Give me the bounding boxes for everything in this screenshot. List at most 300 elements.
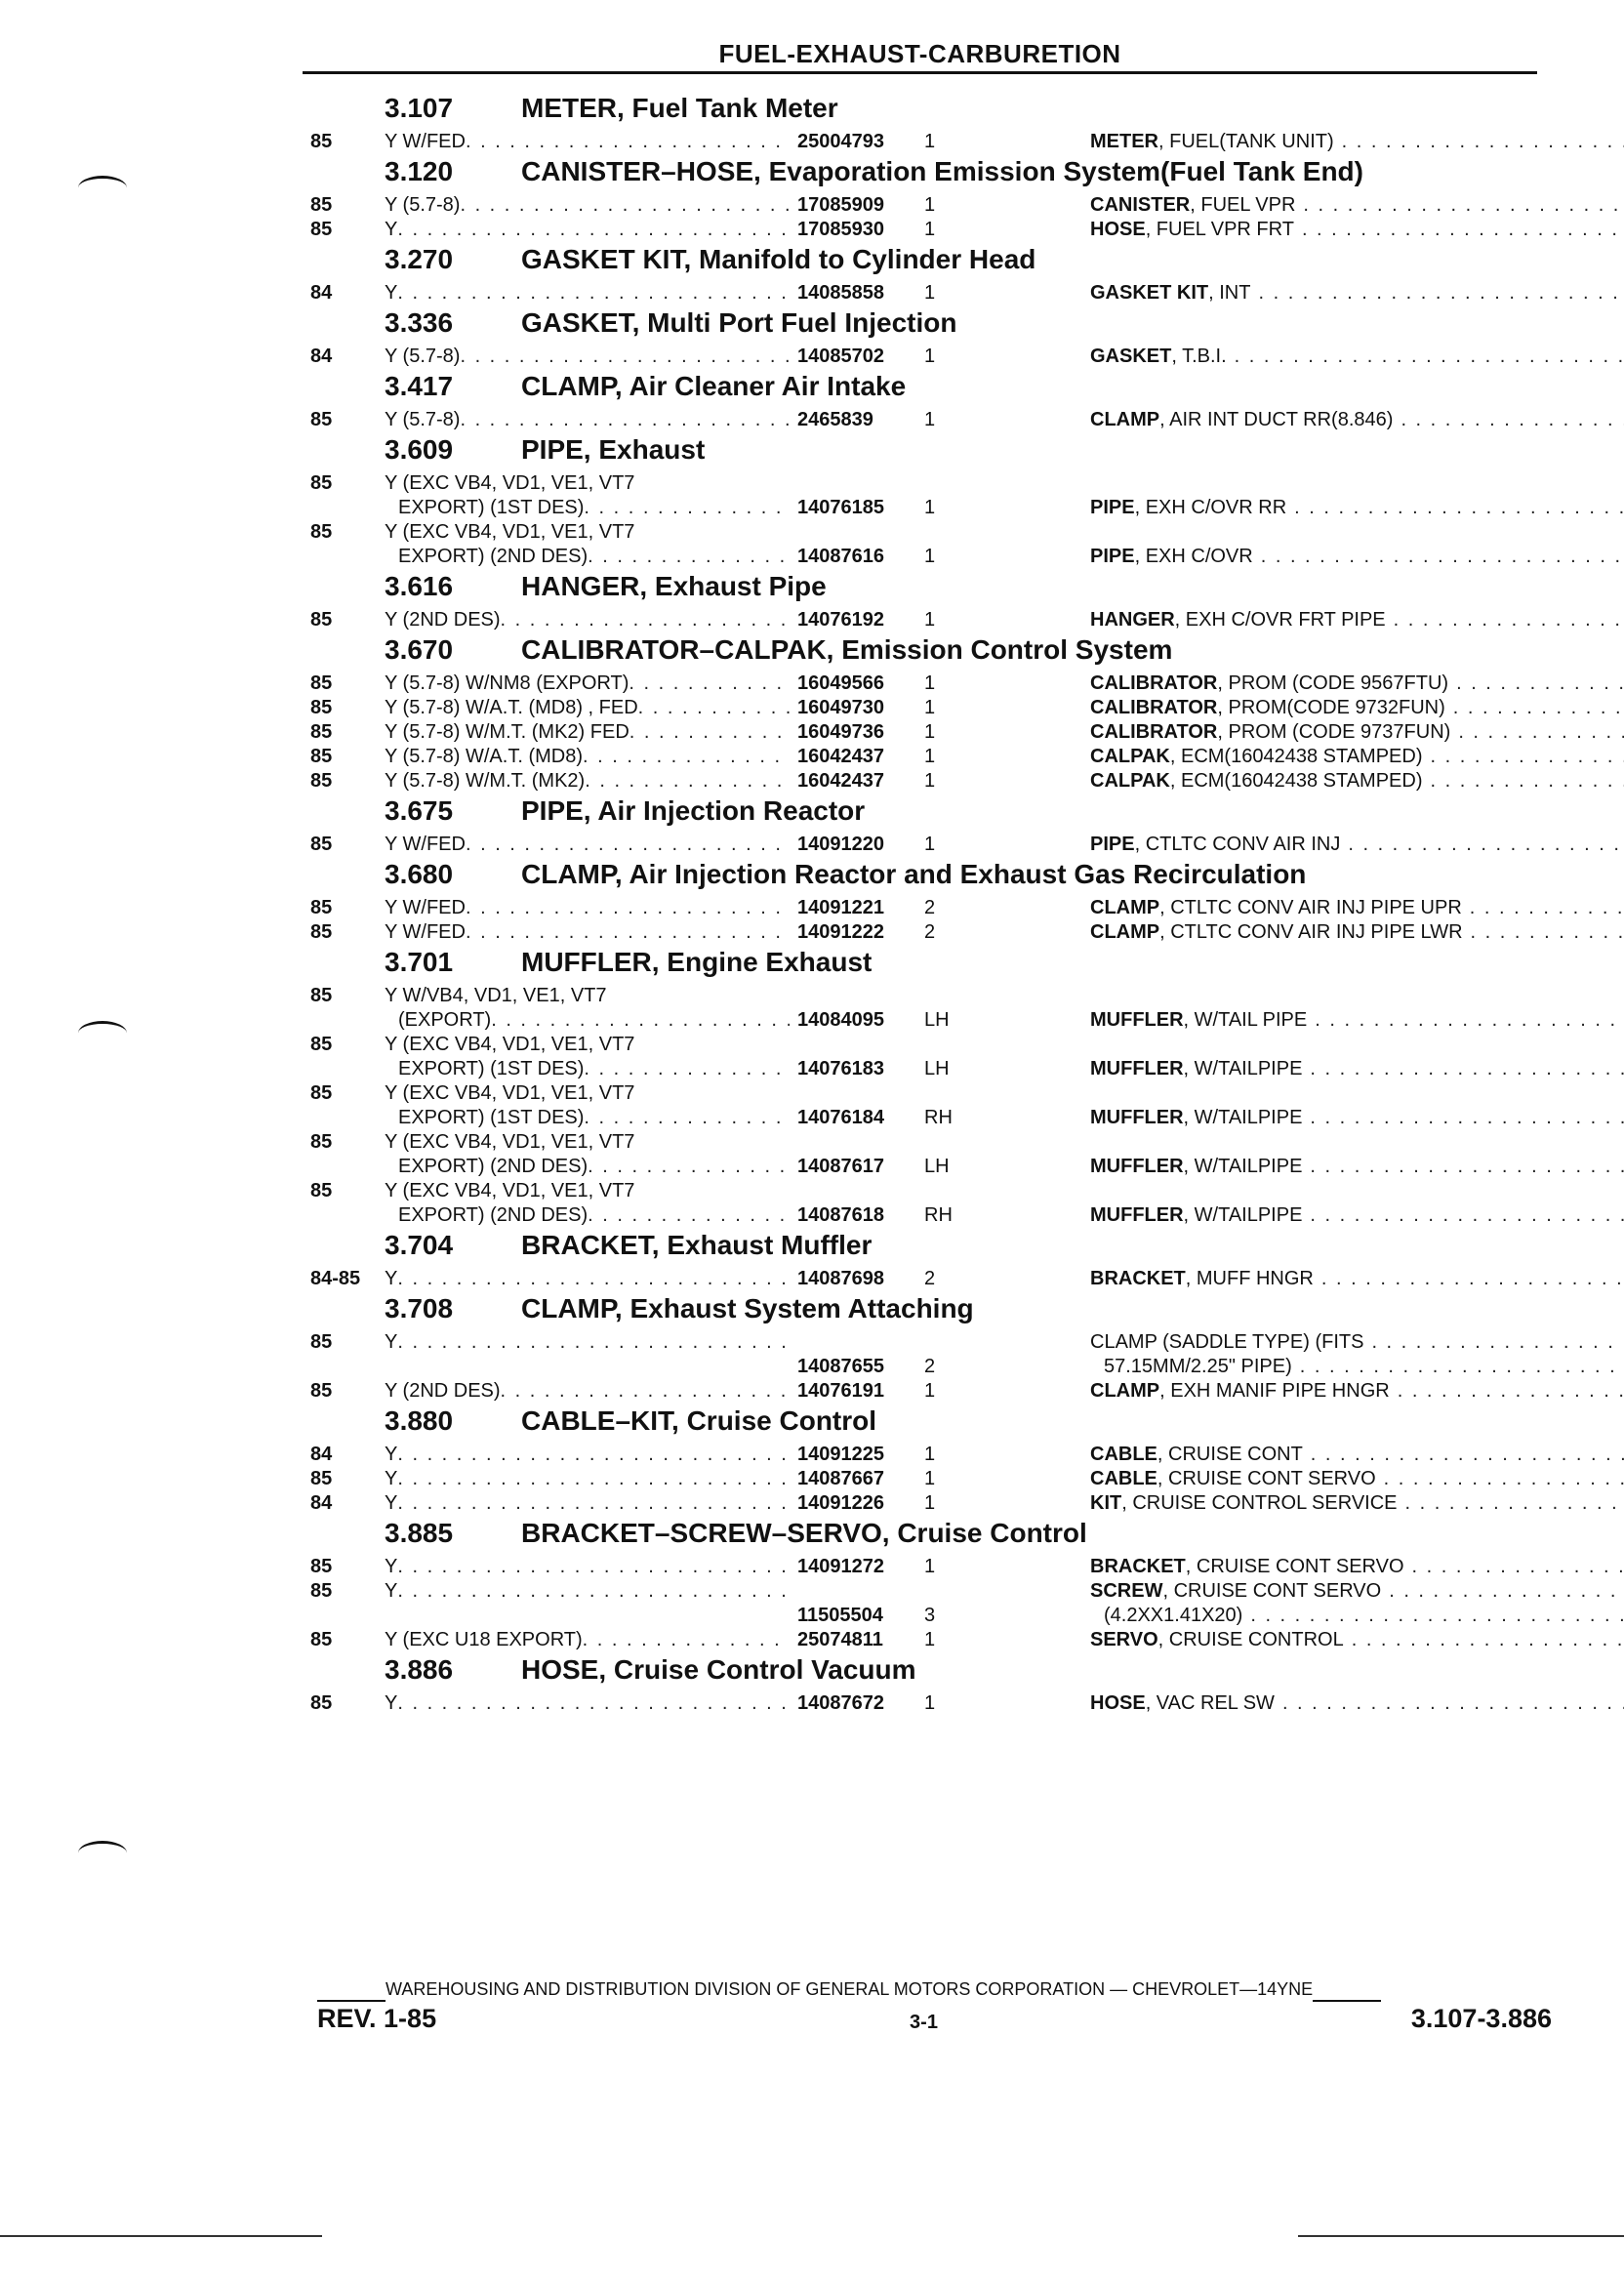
leader-dots <box>1448 672 1624 696</box>
part-row <box>310 471 1542 520</box>
part-description: HOSE, VAC REL SW <box>1090 1692 1275 1714</box>
part-row <box>310 193 1542 218</box>
section-heading <box>310 307 1542 345</box>
footer-division: WAREHOUSING AND DISTRIBUTION DIVISION OF GENERAL MOTORS CORPORATION — CHEVROLET—14YNE <box>386 1979 1314 1999</box>
part-description: CLAMP, EXH MANIF PIPE HNGR <box>1090 1380 1390 1402</box>
part-row <box>310 1467 1542 1491</box>
leader-dots <box>1422 745 1624 769</box>
section-title: HOSE, Cruise Control Vacuum <box>521 1654 916 1685</box>
part-description: KIT, CRUISE CONTROL SERVICE <box>1090 1492 1398 1514</box>
model-usage: Y (EXC VB4, VD1, VE1, VT7 <box>385 1034 635 1055</box>
quantity: 1 <box>924 194 936 216</box>
model-usage: Y <box>385 1444 398 1465</box>
section-heading <box>310 434 1542 471</box>
part-row <box>310 696 1542 720</box>
part-row <box>310 1330 1542 1379</box>
part-row <box>310 720 1542 745</box>
part-row <box>310 672 1542 696</box>
leader-dots <box>466 896 790 920</box>
model-year: 85 <box>310 921 333 943</box>
quantity: 1 <box>924 409 936 430</box>
margin-mark <box>78 1841 127 1865</box>
leader-dots <box>1422 769 1624 794</box>
section-range: 3.107-3.886 <box>1410 2004 1552 2033</box>
model-usage: Y (5.7-8) W/NM8 (EXPORT) <box>385 672 629 694</box>
leader-dots <box>397 281 790 305</box>
leader-dots <box>460 345 790 369</box>
part-number: 17085909 <box>797 194 884 216</box>
model-year: 85 <box>310 1629 333 1650</box>
leader-dots <box>1398 1491 1624 1516</box>
section-heading <box>310 93 1542 130</box>
model-usage: Y W/VB4, VD1, VE1, VT7 <box>385 985 607 1006</box>
catalog-section <box>310 1518 1542 1654</box>
catalog-section <box>310 1405 1542 1518</box>
leader-dots <box>1381 1579 1624 1604</box>
leader-dots <box>460 408 790 432</box>
quantity: 1 <box>924 721 936 743</box>
section-number: 3.417 <box>385 371 454 401</box>
leader-dots <box>397 1443 790 1467</box>
leader-dots <box>1376 1467 1624 1491</box>
part-number: 25004793 <box>797 131 884 152</box>
part-description: HOSE, FUEL VPR FRT <box>1090 219 1294 240</box>
quantity: 1 <box>924 1492 936 1514</box>
part-description: GASKET KIT, INT <box>1090 282 1251 304</box>
model-year: 85 <box>310 1131 333 1153</box>
part-number: 16042437 <box>797 770 884 792</box>
model-usage: EXPORT) (2ND DES) <box>398 1204 589 1226</box>
part-row <box>310 745 1542 769</box>
model-usage: Y <box>385 1468 398 1489</box>
part-number: 11505504 <box>797 1605 883 1626</box>
leader-dots <box>466 833 790 857</box>
section-number: 3.880 <box>385 1405 454 1436</box>
model-year: 85 <box>310 1380 333 1402</box>
model-year: 85 <box>310 1468 333 1489</box>
part-description: MUFFLER, W/TAIL PIPE <box>1090 1009 1308 1031</box>
model-usage: Y (EXC U18 EXPORT) <box>385 1629 583 1650</box>
leader-dots <box>1462 896 1624 920</box>
quantity: 1 <box>924 609 936 631</box>
section-heading <box>310 1293 1542 1330</box>
part-row <box>310 218 1542 242</box>
part-number: 17085930 <box>797 219 884 240</box>
model-year: 84 <box>310 282 333 304</box>
quantity: 1 <box>924 131 936 152</box>
section-title: PIPE, Air Injection Reactor <box>521 795 866 826</box>
model-usage: Y (EXC VB4, VD1, VE1, VT7 <box>385 1180 635 1201</box>
model-usage: Y (5.7-8) <box>385 194 461 216</box>
part-description: CALPAK, ECM(16042438 STAMPED) <box>1090 770 1423 792</box>
quantity: 1 <box>924 672 936 694</box>
scan-edge-line <box>0 2235 322 2237</box>
scan-edge-line <box>1298 2235 1624 2237</box>
section-heading <box>310 634 1542 672</box>
part-row <box>310 281 1542 305</box>
model-year: 85 <box>310 721 333 743</box>
model-year: 85 <box>310 834 333 855</box>
model-usage: Y <box>385 282 398 304</box>
model-year: 84 <box>310 1492 333 1514</box>
leader-dots <box>1292 1355 1624 1379</box>
model-year: 85 <box>310 1556 333 1577</box>
leader-dots <box>1450 720 1624 745</box>
model-usage: Y (5.7-8) W/M.T. (MK2) FED <box>385 721 629 743</box>
leader-dots <box>501 1379 790 1404</box>
part-row <box>310 1443 1542 1467</box>
model-year: 84 <box>310 1444 333 1465</box>
quantity: 1 <box>924 1380 936 1402</box>
model-usage: Y <box>385 1580 398 1602</box>
part-number: 14076191 <box>797 1380 884 1402</box>
parts-catalog <box>310 93 1542 1718</box>
model-year: 85 <box>310 472 333 494</box>
part-description: MUFFLER, W/TAILPIPE <box>1090 1204 1303 1226</box>
leader-dots <box>397 1467 790 1491</box>
model-year: 85 <box>310 985 333 1006</box>
part-number: 2465839 <box>797 409 873 430</box>
part-description: CLAMP, CTLTC CONV AIR INJ PIPE LWR <box>1090 921 1463 943</box>
model-year: 85 <box>310 1082 333 1104</box>
model-usage: Y <box>385 1692 398 1714</box>
leader-dots <box>1275 1691 1624 1716</box>
model-usage: Y (2ND DES) <box>385 609 501 631</box>
section-number: 3.701 <box>385 947 454 977</box>
section-heading <box>310 1230 1542 1267</box>
section-title: MUFFLER, Engine Exhaust <box>521 947 873 977</box>
catalog-section <box>310 244 1542 307</box>
model-year: 85 <box>310 770 333 792</box>
part-number: 14087672 <box>797 1692 884 1714</box>
model-usage: Y (EXC VB4, VD1, VE1, VT7 <box>385 472 635 494</box>
part-description: SCREW, CRUISE CONT SERVO <box>1090 1580 1382 1602</box>
model-usage: Y (5.7-8) W/A.T. (MD8) <box>385 746 583 767</box>
section-title: GASKET, Multi Port Fuel Injection <box>521 307 957 338</box>
leader-dots <box>638 696 790 720</box>
section-number: 3.107 <box>385 93 454 123</box>
model-year: 84-85 <box>310 1268 361 1289</box>
model-year: 85 <box>310 194 333 216</box>
part-row <box>310 1691 1542 1716</box>
model-usage: Y (5.7-8) <box>385 346 461 367</box>
part-description: BRACKET, MUFF HNGR <box>1090 1268 1314 1289</box>
leader-dots <box>1314 1267 1624 1291</box>
leader-dots <box>1463 920 1624 945</box>
quantity: 2 <box>924 897 936 918</box>
quantity: 1 <box>924 497 936 518</box>
part-number: 14091225 <box>797 1444 884 1465</box>
model-usage: EXPORT) (1ST DES) <box>398 497 585 518</box>
leader-dots <box>1390 1379 1624 1404</box>
section-number: 3.336 <box>385 307 454 338</box>
part-row <box>310 130 1542 154</box>
part-description: CABLE, CRUISE CONT SERVO <box>1090 1468 1376 1489</box>
quantity: 2 <box>924 921 936 943</box>
leader-dots <box>397 1579 790 1604</box>
model-year: 85 <box>310 672 333 694</box>
part-row <box>310 345 1542 369</box>
part-description: CABLE, CRUISE CONT <box>1090 1444 1303 1465</box>
leader-dots <box>584 496 790 520</box>
leader-dots <box>397 1691 790 1716</box>
part-number: 14085858 <box>797 282 884 304</box>
quantity: RH <box>924 1107 953 1128</box>
catalog-section <box>310 947 1542 1230</box>
part-number: 14087698 <box>797 1268 884 1289</box>
part-description: PIPE, EXH C/OVR RR <box>1090 497 1287 518</box>
section-heading <box>310 1405 1542 1443</box>
catalog-section <box>310 1293 1542 1405</box>
quantity: 1 <box>924 219 936 240</box>
model-usage: Y <box>385 1556 398 1577</box>
section-number: 3.708 <box>385 1293 454 1323</box>
model-year: 85 <box>310 131 333 152</box>
leader-dots <box>397 1555 790 1579</box>
part-row <box>310 1081 1542 1130</box>
quantity: 1 <box>924 1629 936 1650</box>
part-description: GASKET, T.B.I. <box>1090 346 1227 367</box>
model-usage: Y (EXC VB4, VD1, VE1, VT7 <box>385 1131 635 1153</box>
part-number: 14091220 <box>797 834 884 855</box>
model-year: 85 <box>310 1580 333 1602</box>
leader-dots <box>1334 130 1624 154</box>
quantity: 1 <box>924 546 936 567</box>
section-number: 3.675 <box>385 795 454 826</box>
part-row <box>310 833 1542 857</box>
page-header: FUEL-EXHAUST-CARBURETION <box>303 39 1537 74</box>
section-heading <box>310 859 1542 896</box>
part-row <box>310 896 1542 920</box>
model-year: 85 <box>310 521 333 543</box>
model-usage: EXPORT) (1ST DES) <box>398 1058 585 1079</box>
catalog-section <box>310 371 1542 434</box>
margin-mark <box>78 176 127 200</box>
leader-dots <box>466 920 790 945</box>
part-number: 25074811 <box>797 1629 883 1650</box>
part-description: CALIBRATOR, PROM(CODE 9732FUN) <box>1090 697 1445 718</box>
section-number: 3.609 <box>385 434 454 465</box>
leader-dots <box>629 720 790 745</box>
leader-dots <box>397 1267 790 1291</box>
part-number: 14091226 <box>797 1492 884 1514</box>
quantity: 1 <box>924 746 936 767</box>
part-row <box>310 984 1542 1033</box>
part-description: MUFFLER, W/TAILPIPE <box>1090 1058 1303 1079</box>
part-description: CLAMP, CTLTC CONV AIR INJ PIPE UPR <box>1090 897 1462 918</box>
leader-dots <box>1302 1106 1624 1130</box>
section-number: 3.120 <box>385 156 454 186</box>
leader-dots <box>1295 193 1624 218</box>
leader-dots <box>466 130 790 154</box>
section-heading <box>310 1518 1542 1555</box>
part-row <box>310 408 1542 432</box>
leader-dots <box>1393 408 1624 432</box>
quantity: 1 <box>924 834 936 855</box>
section-heading <box>310 947 1542 984</box>
quantity: 1 <box>924 346 936 367</box>
leader-dots <box>585 769 790 794</box>
leader-dots <box>460 193 790 218</box>
catalog-section <box>310 434 1542 571</box>
quantity: 1 <box>924 770 936 792</box>
model-usage: Y W/FED <box>385 921 466 943</box>
part-description: METER, FUEL(TANK UNIT) <box>1090 131 1334 152</box>
quantity: 1 <box>924 697 936 718</box>
leader-dots <box>1303 1443 1624 1467</box>
catalog-section <box>310 156 1542 244</box>
leader-dots <box>583 1628 790 1652</box>
leader-dots <box>1253 545 1624 569</box>
leader-dots <box>397 1491 790 1516</box>
model-year: 85 <box>310 697 333 718</box>
leader-dots <box>1445 696 1624 720</box>
part-row <box>310 1267 1542 1291</box>
section-title: CLAMP, Air Injection Reactor and Exhaust Gas Recirculation <box>521 859 1307 889</box>
section-title: METER, Fuel Tank Meter <box>521 93 838 123</box>
model-usage: (EXPORT) <box>398 1009 492 1031</box>
part-row <box>310 1579 1542 1628</box>
catalog-section <box>310 571 1542 634</box>
part-description: CALIBRATOR, PROM (CODE 9567FTU) <box>1090 672 1449 694</box>
margin-mark <box>78 1021 127 1045</box>
model-usage: EXPORT) (2ND DES) <box>398 546 589 567</box>
part-row <box>310 1179 1542 1228</box>
model-usage: Y W/FED <box>385 131 466 152</box>
model-usage: EXPORT) (2ND DES) <box>398 1156 589 1177</box>
quantity: RH <box>924 1204 953 1226</box>
model-usage: EXPORT) (1ST DES) <box>398 1107 585 1128</box>
part-number: 14076184 <box>797 1107 884 1128</box>
quantity: LH <box>924 1009 950 1031</box>
part-description: MUFFLER, W/TAILPIPE <box>1090 1156 1303 1177</box>
part-row <box>310 769 1542 794</box>
leader-dots <box>1227 345 1624 369</box>
part-number: 14087616 <box>797 546 884 567</box>
catalog-section <box>310 859 1542 947</box>
model-usage: Y (5.7-8) W/A.T. (MD8) , FED <box>385 697 638 718</box>
model-year: 85 <box>310 1034 333 1055</box>
leader-dots <box>584 1106 790 1130</box>
leader-dots <box>1302 1203 1624 1228</box>
section-title: CLAMP, Air Cleaner Air Intake <box>521 371 907 401</box>
part-row <box>310 520 1542 569</box>
leader-dots <box>583 745 790 769</box>
leader-dots <box>397 218 790 242</box>
part-number: 14087618 <box>797 1204 884 1226</box>
leader-dots <box>588 1203 790 1228</box>
part-number: 16049730 <box>797 697 884 718</box>
leader-dots <box>491 1008 790 1033</box>
catalog-section <box>310 795 1542 859</box>
section-title: BRACKET–SCREW–SERVO, Cruise Control <box>521 1518 1087 1548</box>
quantity: 1 <box>924 1444 936 1465</box>
quantity: 1 <box>924 1556 936 1577</box>
leader-dots <box>501 608 790 632</box>
section-title: CALIBRATOR–CALPAK, Emission Control System <box>521 634 1173 665</box>
section-title: CABLE–KIT, Cruise Control <box>521 1405 877 1436</box>
section-heading <box>310 795 1542 833</box>
leader-dots <box>1302 1155 1624 1179</box>
model-year: 85 <box>310 409 333 430</box>
section-heading <box>310 571 1542 608</box>
part-number: 14085702 <box>797 346 884 367</box>
model-year: 85 <box>310 1692 333 1714</box>
model-usage: Y W/FED <box>385 834 466 855</box>
model-year: 85 <box>310 1331 333 1353</box>
part-row <box>310 1555 1542 1579</box>
part-description: CALPAK, ECM(16042438 STAMPED) <box>1090 746 1423 767</box>
section-number: 3.886 <box>385 1654 454 1685</box>
model-usage: Y (5.7-8) W/M.T. (MK2) <box>385 770 586 792</box>
catalog-section <box>310 307 1542 371</box>
model-usage: Y (EXC VB4, VD1, VE1, VT7 <box>385 521 635 543</box>
model-usage: Y <box>385 1492 398 1514</box>
part-description: SERVO, CRUISE CONTROL <box>1090 1629 1344 1650</box>
section-title: BRACKET, Exhaust Muffler <box>521 1230 873 1260</box>
section-title: CANISTER–HOSE, Evaporation Emission System(Fuel Tank End) <box>521 156 1363 186</box>
part-number: 16049566 <box>797 672 884 694</box>
part-description: PIPE, EXH C/OVR <box>1090 546 1253 567</box>
model-usage: Y <box>385 1268 398 1289</box>
model-year: 85 <box>310 897 333 918</box>
leader-dots <box>584 1057 790 1081</box>
model-usage: Y (5.7-8) <box>385 409 461 430</box>
part-number: 14091221 <box>797 897 884 918</box>
part-description: (4.2XX1.41X20) <box>1104 1605 1243 1626</box>
section-heading <box>310 1654 1542 1691</box>
section-number: 3.670 <box>385 634 454 665</box>
part-number: 14084095 <box>797 1009 884 1031</box>
part-description: MUFFLER, W/TAILPIPE <box>1090 1107 1303 1128</box>
model-year: 85 <box>310 609 333 631</box>
part-description: CANISTER, FUEL VPR <box>1090 194 1296 216</box>
quantity: LH <box>924 1156 950 1177</box>
quantity: 1 <box>924 1468 936 1489</box>
quantity: 3 <box>924 1605 936 1626</box>
part-number: 16042437 <box>797 746 884 767</box>
quantity: 1 <box>924 1692 936 1714</box>
section-number: 3.885 <box>385 1518 454 1548</box>
model-year: 85 <box>310 746 333 767</box>
model-year: 84 <box>310 346 333 367</box>
model-year: 85 <box>310 219 333 240</box>
quantity: 2 <box>924 1356 936 1377</box>
part-description: CALIBRATOR, PROM (CODE 9737FUN) <box>1090 721 1451 743</box>
model-usage: Y <box>385 219 398 240</box>
page-footer <box>317 1979 1552 2034</box>
leader-dots <box>1286 496 1624 520</box>
catalog-section <box>310 1230 1542 1293</box>
leader-dots <box>397 1330 790 1355</box>
leader-dots <box>1363 1330 1624 1355</box>
quantity: 1 <box>924 282 936 304</box>
part-row <box>310 1628 1542 1652</box>
leader-dots <box>1250 281 1624 305</box>
part-row <box>310 1379 1542 1404</box>
part-description: PIPE, CTLTC CONV AIR INJ <box>1090 834 1341 855</box>
part-number: 16049736 <box>797 721 884 743</box>
section-heading <box>310 244 1542 281</box>
catalog-section <box>310 634 1542 795</box>
quantity: LH <box>924 1058 950 1079</box>
section-number: 3.270 <box>385 244 454 274</box>
part-description: 57.15MM/2.25" PIPE) <box>1104 1356 1292 1377</box>
section-number: 3.704 <box>385 1230 454 1260</box>
model-year: 85 <box>310 1180 333 1201</box>
leader-dots <box>1302 1057 1624 1081</box>
catalog-section <box>310 1654 1542 1718</box>
